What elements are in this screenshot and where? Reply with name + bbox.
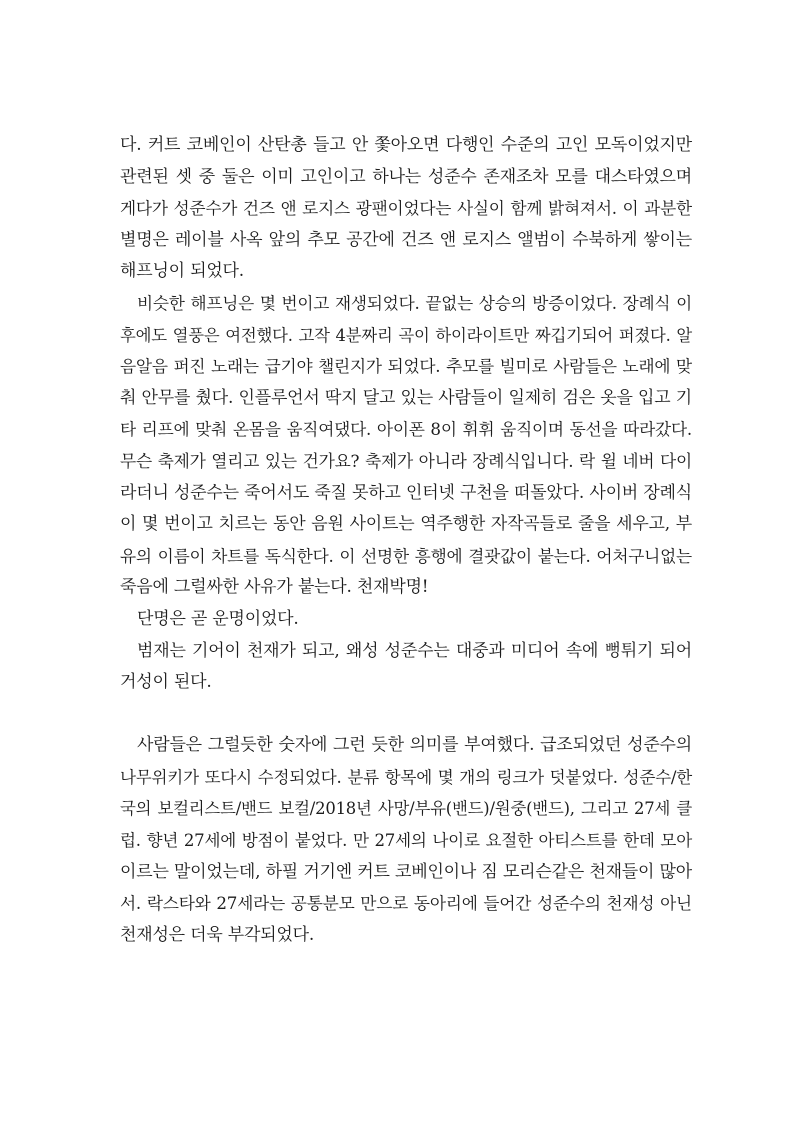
text-line: 음알음 퍼진 노래는 급기야 챌린지가 되었다. 추모를 빌미로 사람들은 노래에 맞 <box>120 356 692 377</box>
text-line: 거성이 된다. <box>120 672 212 693</box>
text-line: 해프닝이 되었다. <box>120 261 244 282</box>
text-line: 럽. 향년 27세에 방점이 붙었다. 만 27세의 나이로 요절한 아티스트를 한데 모아 <box>120 831 692 851</box>
text-line: 국의 보컬리스트/밴드 보컬/2018년 사망/부유(밴드)/원중(밴드), 그리고 27세 클 <box>120 799 692 819</box>
text-line: 이르는 말이었는데, 하필 거기엔 커트 코베인이나 짐 모리슨같은 천재들이 많아 <box>120 861 692 882</box>
text-line: 범재는 기어이 천재가 되고, 왜성 성준수는 대중과 미디어 속에 뻥튀기 되어 <box>137 640 692 661</box>
text-line: 비슷한 해프닝은 몇 번이고 재생되었다. 끝없는 상승의 방증이었다. 장례식 이 <box>137 293 692 313</box>
text-line: 타 리프에 맞춰 온몸을 움직여댔다. 아이폰 8이 휘휘 움직이며 동선을 따라갔다. <box>120 419 692 440</box>
text-line: 후에도 열풍은 여전했다. 고작 4분짜리 곡이 하이라이트만 짜깁기되어 퍼졌다. 알 <box>120 325 692 345</box>
text-line: 다. 커트 코베인이 산탄총 들고 안 쫓아오면 다행인 수준의 고인 모독이었지만 <box>120 135 692 155</box>
text-line: 무슨 축제가 열리고 있는 건가요? 축제가 아니라 장례식입니다. 락 윌 네버 다이 <box>120 450 692 471</box>
text-line: 라더니 성준수는 죽어서도 죽질 못하고 인터넷 구천을 떠돌았다. 사이버 장례식 <box>120 482 692 503</box>
text-line: 서. 락스타와 27세라는 공통분모 만으로 동아리에 들어간 성준수의 천재성 아닌 <box>120 893 692 914</box>
text-line: 사람들은 그럴듯한 숫자에 그런 듯한 의미를 부여했다. 급조되었던 성준수의 <box>137 735 692 756</box>
text-line: 나무위키가 또다시 수정되었다. 분류 항목에 몇 개의 링크가 덧붙었다. 성준수/한 <box>120 767 692 787</box>
text-line: 단명은 곧 운명이었다. <box>137 608 299 629</box>
text-line: 유의 이름이 차트를 독식한다. 이 선명한 흥행에 결괏값이 붙는다. 어처구니없는 <box>120 545 692 566</box>
text-line: 이 몇 번이고 치르는 동안 음원 사이트는 역주행한 자작곡들로 줄을 세우고, 부 <box>120 514 692 535</box>
text-line: 천재성은 더욱 부각되었다. <box>120 924 315 945</box>
text-line: 별명은 레이블 사옥 앞의 추모 공간에 건즈 앤 로지스 앨범이 수북하게 쌓이는 <box>120 229 692 250</box>
document-body <box>120 130 692 951</box>
text-line: 관련된 셋 중 둘은 이미 고인이고 하나는 성준수 존재조차 모를 대스타였으며 <box>120 166 692 187</box>
text-line: 춰 안무를 췄다. 인플루언서 딱지 달고 있는 사람들이 일제히 검은 옷을 입고 기 <box>120 387 692 408</box>
paragraph-gap <box>120 699 692 731</box>
text-line: 죽음에 그럴싸한 사유가 붙는다. 천재박명! <box>120 577 429 598</box>
text-line: 게다가 성준수가 건즈 앤 로지스 광팬이었다는 사실이 함께 밝혀져서. 이 과분한 <box>120 198 692 219</box>
